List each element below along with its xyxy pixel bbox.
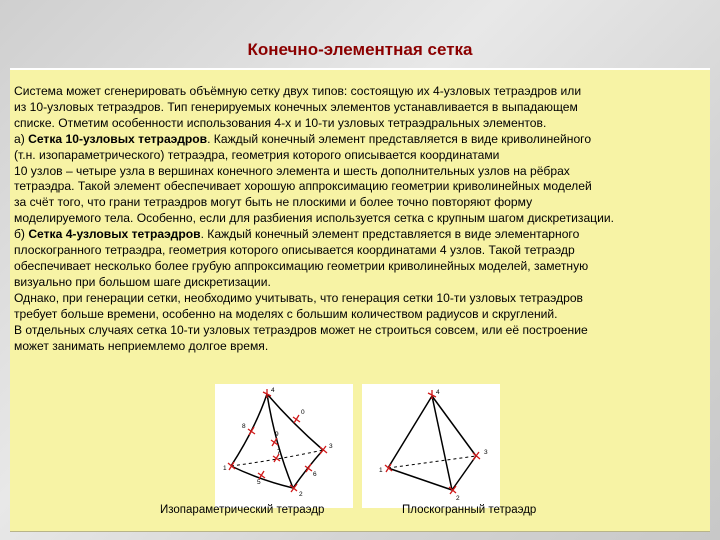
text-line: В отдельных случаях сетка 10-ти узловых тетраэдров может не строиться совсем, или её построение <box>14 322 588 337</box>
node-label: 3 <box>484 449 488 456</box>
node-label: 0 <box>301 409 305 416</box>
text-line: списке. Отметим особенности использования 4-х и 10-ти узловых тетраэдральных элементов. <box>14 115 547 130</box>
plane-faced-tetrahedron-drawing <box>362 384 500 508</box>
text-fragment: . Каждый конечный элемент представляется в виде элементарного <box>200 227 580 242</box>
text-line: Однако, при генерации сетки, необходимо учитывать, что генерация сетки 10-ти узловых тетраэдров <box>14 290 583 305</box>
plane-faced-tetrahedron-caption: Плоскогранный тетраэдр <box>402 504 537 516</box>
text-line: требует больше времени, особенно на моделях с большим количеством радиусов и скруглений. <box>14 306 558 321</box>
node-label: 6 <box>313 471 317 478</box>
text-line: тетраэдра. Такой элемент обеспечивает хорошую аппроксимацию геометрии криволинейных моделей <box>14 179 592 194</box>
text-line: моделируемого тела. Особенно, если для разбиения используется сетка с крупным шагом дискретизации. <box>14 211 614 226</box>
node-label: 4 <box>436 389 440 396</box>
node-label: 3 <box>329 443 333 450</box>
text-line: плоскогранного тетраэдра, геометрия которого описывается координатами 4 узлов. Такой тетраэдр <box>14 243 575 258</box>
isoparametric-tetrahedron-caption: Изопараметрический тетраэдр <box>160 504 325 516</box>
text-line <box>14 227 708 243</box>
text-line: за счёт того, что грани тетраэдров могут быть не плоскими и более точно повторяют форму <box>14 195 533 210</box>
node-label: 4 <box>271 387 275 394</box>
text-line <box>14 132 708 148</box>
node-label: 9 <box>275 431 279 438</box>
text-line: из 10-узловых тетраэдров. Тип генерируемых конечных элементов устанавливается в выпадающем <box>14 99 578 114</box>
node-label: 8 <box>242 423 246 430</box>
node-label: 5 <box>257 479 261 486</box>
slide-title: Конечно-элементная сетка <box>247 40 473 59</box>
node-label: 2 <box>456 495 460 502</box>
content-panel <box>10 68 710 532</box>
text-line: Система может сгенерировать объёмную сетку двух типов: состоящую их 4-узловых тетраэдров или <box>14 84 582 98</box>
plane-faced-tetrahedron-figure <box>362 384 500 508</box>
term-4-node-mesh: Сетка 4-узловых тетраэдров <box>28 227 201 242</box>
text-line: может занимать неприемлемо долгое время. <box>14 338 269 353</box>
isoparametric-tetrahedron-figure <box>215 384 353 508</box>
isoparametric-tetrahedron-drawing <box>215 384 353 508</box>
text-line: обеспечивает несколько более грубую аппроксимацию геометрии криволинейных моделей, заметную <box>14 258 589 273</box>
list-marker-a: а) <box>14 131 29 146</box>
text-line: визуально при большом шаге дискретизации. <box>14 274 271 289</box>
node-label: 2 <box>299 491 303 498</box>
node-label: 1 <box>379 467 383 474</box>
text-fragment: . Каждый конечный элемент представляется в виде криволинейного <box>207 131 592 146</box>
node-label: 1 <box>223 465 227 472</box>
text-line: (т.н. изопараметрического) тетраэдра, геометрия которого описывается координатами <box>14 147 500 162</box>
list-marker-b: б) <box>14 227 29 242</box>
term-10-node-mesh: Сетка 10-узловых тетраэдров <box>28 131 208 146</box>
body-text <box>14 84 708 354</box>
text-line: 10 узлов – четыре узла в вершинах конечного элемента и шесть дополнительных узлов на рёбрах <box>14 163 570 178</box>
node-label: 7 <box>277 449 281 456</box>
